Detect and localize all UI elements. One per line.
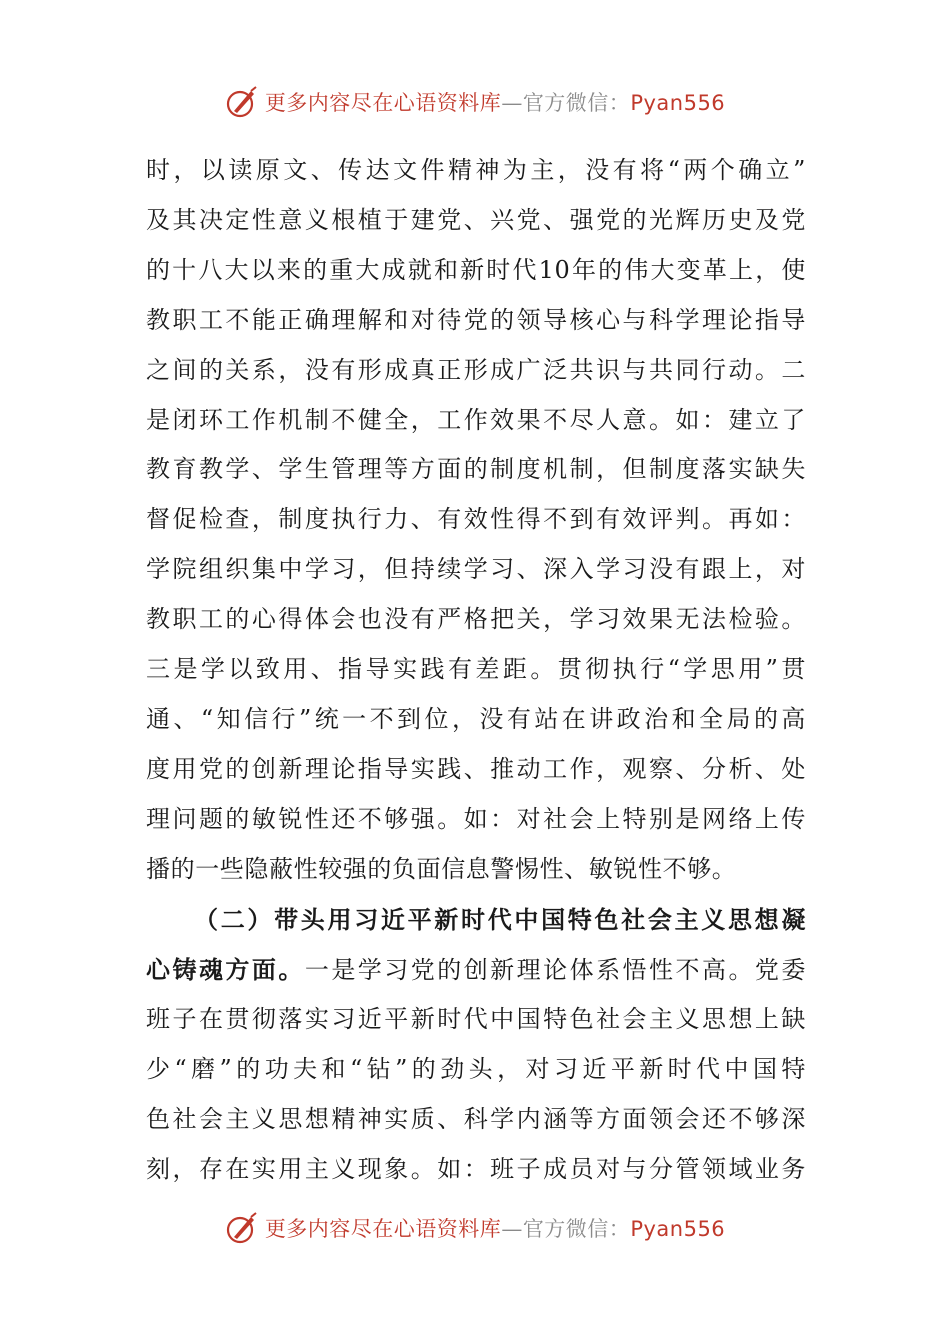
watermark-dash: — <box>501 91 523 115</box>
section-heading-continuation <box>146 945 806 996</box>
body-line: 的十八大以来的重大成就和新时代10年的伟大变革上，使 <box>146 255 806 284</box>
body-line: 之间的关系，没有形成真正形成广泛共识与共同行动。二 <box>146 355 806 384</box>
body-line: 时，以读原文、传达文件精神为主，没有将“两个确立” <box>146 156 806 184</box>
watermark-dash: — <box>501 1217 523 1241</box>
body-line: 班子在贯彻落实习近平新时代中国特色社会主义思想上缺 <box>146 1005 806 1034</box>
body-line: 是闭环工作机制不健全，工作效果不尽人意。如：建立了 <box>146 405 806 434</box>
body-line: 督促检查，制度执行力、有效性得不到有效评判。再如： <box>146 505 806 534</box>
body-line: 理问题的敏锐性还不够强。如：对社会上特别是网络上传 <box>146 804 806 833</box>
watermark-red-text: 更多内容尽在心语资料库 <box>264 91 502 115</box>
watermark-red-text: 更多内容尽在心语资料库 <box>264 1217 502 1241</box>
section-heading: （二）带头用习近平新时代中国特色社会主义思想凝 <box>194 904 806 934</box>
watermark-gray-text: 官方微信： <box>522 91 631 115</box>
body-line: 学院组织集中学习，但持续学习、深入学习没有跟上，对 <box>146 555 806 584</box>
watermark-gray-text: 官方微信： <box>522 1217 631 1241</box>
watermark-text <box>265 87 725 117</box>
body-line: 教职工的心得体会也没有严格把关，学习效果无法检验。 <box>146 605 806 634</box>
footer-watermark <box>0 1208 950 1248</box>
body-line: 少“磨”的功夫和“钻”的劲头，对习近平新时代中国特 <box>146 1055 806 1084</box>
quill-pen-circle-icon <box>225 85 259 119</box>
section-heading-end: 心铸魂方面。 <box>146 954 305 984</box>
body-line: 通、“知信行”统一不到位，没有站在讲政治和全局的高 <box>146 704 806 733</box>
body-line: 教职工不能正确理解和对待党的领导核心与科学理论指导 <box>146 305 806 334</box>
body-line: 教育教学、学生管理等方面的制度机制，但制度落实缺失 <box>146 455 806 484</box>
watermark-id: Pyan556 <box>630 1217 726 1241</box>
watermark-text <box>265 1213 725 1243</box>
body-line: 播的一些隐蔽性较强的负面信息警惕性、敏锐性不够。 <box>146 854 737 883</box>
body-line: 刻，存在实用主义现象。如：班子成员对与分管领域业务 <box>146 1155 806 1184</box>
section-text-start: 一是学习党的创新理论体系悟性不高。党委 <box>304 955 806 984</box>
header-watermark <box>0 82 950 122</box>
quill-pen-circle-icon <box>225 1211 259 1245</box>
body-line: 三是学以致用、指导实践有差距。贯彻执行“学思用”贯 <box>146 655 806 684</box>
body-line: 色社会主义思想精神实质、科学内涵等方面领会还不够深 <box>146 1105 806 1134</box>
document-body <box>146 146 806 1195</box>
watermark-id: Pyan556 <box>630 91 726 115</box>
body-line: 及其决定性意义根植于建党、兴党、强党的光辉历史及党 <box>146 205 806 234</box>
body-line: 度用党的创新理论指导实践、推动工作，观察、分析、处 <box>146 754 806 783</box>
